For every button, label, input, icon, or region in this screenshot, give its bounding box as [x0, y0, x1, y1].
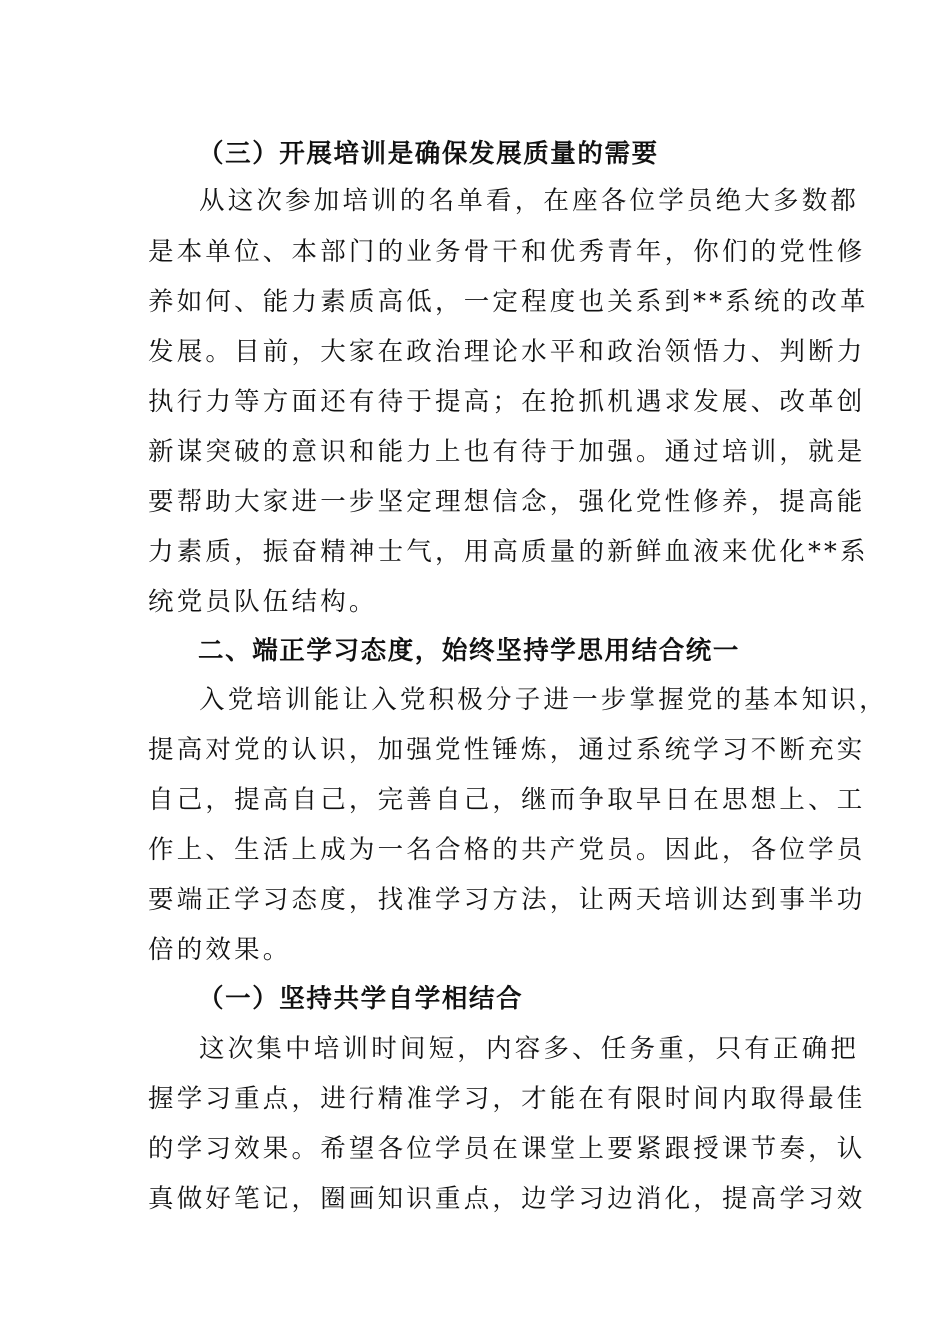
paragraph-line: 要端正学习态度，找准学习方法，让两天培训达到事半功	[148, 885, 866, 915]
paragraph-line: 这次集中培训时间短，内容多、任务重，只有正确把	[199, 1034, 860, 1064]
paragraph-line: 自己，提高自己，完善自己，继而争取早日在思想上、工	[148, 785, 866, 815]
paragraph-line: 作上、生活上成为一名合格的共产党员。因此，各位学员	[148, 835, 866, 865]
paragraph-line: 发展。目前，大家在政治理论水平和政治领悟力、判断力	[148, 337, 866, 367]
paragraph-line: 养如何、能力素质高低，一定程度也关系到**系统的改革	[148, 287, 869, 317]
paragraph-line: 统党员队伍结构。	[148, 587, 378, 617]
paragraph-line: 是本单位、本部门的业务骨干和优秀青年，你们的党性修	[148, 237, 866, 267]
paragraph-line: 握学习重点，进行精准学习，才能在有限时间内取得最佳	[148, 1084, 866, 1114]
paragraph-line: 力素质，振奋精神士气，用高质量的新鲜血液来优化**系	[148, 537, 869, 567]
paragraph-line: 执行力等方面还有待于提高；在抢抓机遇求发展、改革创	[148, 387, 866, 417]
paragraph-line: 真做好笔记，圈画知识重点，边学习边消化，提高学习效	[148, 1184, 866, 1214]
section-heading: （一）坚持共学自学相结合	[198, 984, 524, 1014]
paragraph-line: 倍的效果。	[148, 935, 292, 965]
paragraph-line: 提高对党的认识，加强党性锤炼，通过系统学习不断充实	[148, 735, 866, 765]
paragraph-line: 从这次参加培训的名单看，在座各位学员绝大多数都	[199, 186, 860, 216]
paragraph-line: 入党培训能让入党积极分子进一步掌握党的基本知识，	[199, 685, 888, 715]
paragraph-line: 的学习效果。希望各位学员在课堂上要紧跟授课节奏，认	[148, 1134, 866, 1164]
section-heading: （三）开展培训是确保发展质量的需要	[198, 139, 659, 169]
part-heading: 二、端正学习态度，始终坚持学思用结合统一	[198, 636, 741, 666]
paragraph-line: 新谋突破的意识和能力上也有待于加强。通过培训，就是	[148, 437, 866, 467]
paragraph-line: 要帮助大家进一步坚定理想信念，强化党性修养，提高能	[148, 487, 866, 517]
